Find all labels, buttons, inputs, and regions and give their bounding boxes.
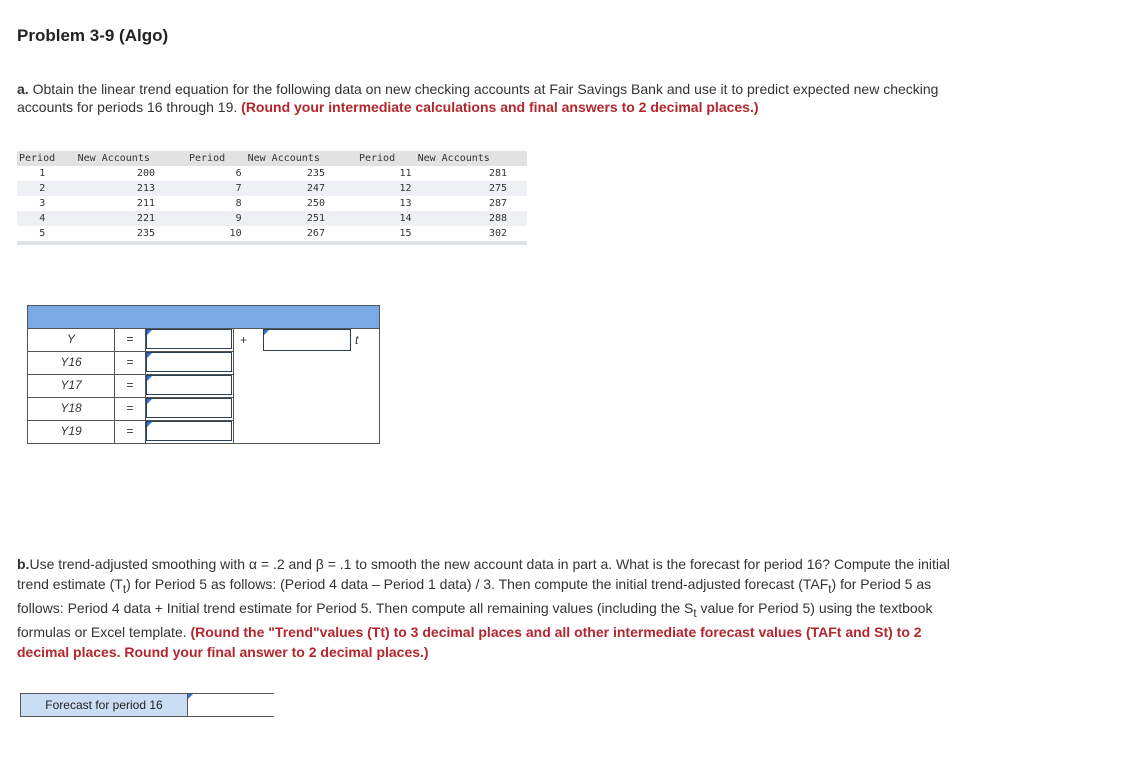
equals-sign: = [115, 397, 146, 420]
data-table-cell: 12 [357, 181, 416, 196]
answer-row-label: Y16 [28, 351, 115, 374]
part-b-text-3: ) for Period 5 as follows: Period 4 data + Initial trend estimate for Period 5. Then compute all remaining values (including the S [17, 575, 932, 616]
answer-row [28, 397, 234, 421]
data-table-cell: 211 [136, 198, 155, 209]
answer-row-label: Y18 [28, 397, 115, 420]
part-b-sub-3: t [693, 606, 697, 620]
data-table-cell: 275 [416, 181, 527, 196]
data-table-cell: 281 [488, 168, 507, 179]
data-table-cell: 235 [136, 228, 155, 239]
forecast-value-input[interactable] [146, 375, 232, 395]
header-new-accounts-3: New Accounts [416, 151, 527, 166]
problem-title: Problem 3-9 (Algo) [17, 26, 169, 45]
part-b-text-1: Use trend-adjusted smoothing with α = .2 and β = .1 to smooth the new account data in part a. What is the forecast for period 16? Compute the initial trend estimate (T [17, 556, 950, 592]
slope-input[interactable] [263, 329, 351, 351]
equals-sign: = [115, 420, 146, 443]
data-table-cell: 200 [136, 168, 155, 179]
intercept-input[interactable] [146, 329, 232, 349]
part-b-lead: b. [17, 556, 30, 572]
part-b-text-4: value for Period 5) using the textbook formulas or Excel template. [17, 599, 933, 641]
header-new-accounts-2: New Accounts [246, 151, 357, 166]
part-b-text-2: ) for Period 5 as follows: (Period 4 data – Period 1 data) / 3. Then compute the initial trend-adjusted forecast (TAF [126, 575, 829, 592]
data-table-cell: 247 [246, 181, 357, 196]
forecast-value-input[interactable] [146, 352, 232, 372]
forecast-input[interactable] [187, 694, 274, 716]
answer-row-label: Y [28, 328, 115, 351]
data-table-cell: 14 [357, 211, 416, 226]
data-table-row [17, 211, 527, 226]
answer-row [28, 328, 234, 352]
data-table-cell: 7 [187, 181, 246, 196]
equals-sign: = [115, 351, 146, 374]
data-table-row [17, 196, 527, 211]
part-b-sub-1: t [122, 582, 127, 596]
t-variable: t [355, 333, 359, 347]
grid-header-bar [28, 306, 379, 329]
data-table-cell: 267 [306, 228, 325, 239]
forecast-value-input[interactable] [146, 398, 232, 418]
answer-row [28, 420, 234, 443]
data-table-row [17, 226, 527, 243]
forecast-label: Forecast for period 16 [21, 694, 187, 716]
equals-sign: = [115, 328, 146, 351]
accounts-data-table [17, 151, 527, 245]
part-b-rounding-note: (Round the "Trend"values (Tt) to 3 decimal places and all other intermediate forecast values (TAFt and St) to 2 decimal places. Round your final answer to 2 decimal places.) [17, 624, 922, 660]
data-table-row [17, 181, 527, 196]
data-table-cell: 10 [229, 228, 242, 239]
data-table-cell: 13 [399, 198, 412, 209]
data-table-cell: 8 [235, 198, 242, 209]
data-table-cell: 2 [17, 181, 76, 196]
part-a-instructions [17, 80, 947, 116]
data-table-cell: 288 [416, 211, 527, 226]
answer-row [28, 351, 234, 375]
data-table-row [17, 166, 527, 181]
data-table-cell: 251 [246, 211, 357, 226]
header-period-3: Period [357, 151, 416, 166]
data-table-cell: 287 [488, 198, 507, 209]
data-table-cell: 213 [76, 181, 187, 196]
data-table-cell: 15 [399, 228, 412, 239]
trend-equation-answer-grid [27, 305, 380, 444]
data-table-cell: 250 [306, 198, 325, 209]
plus-sign: + [240, 333, 248, 347]
data-table-cell: 235 [306, 168, 325, 179]
data-table-cell: 6 [235, 168, 242, 179]
equals-sign: = [115, 374, 146, 397]
answer-row-label: Y17 [28, 374, 115, 397]
data-table-cell: 1 [39, 168, 46, 179]
data-table-cell: 221 [76, 211, 187, 226]
answer-row-label: Y19 [28, 420, 115, 443]
forecast-value-input[interactable] [146, 421, 232, 441]
part-a-text: Obtain the linear trend equation for the following data on new checking accounts at Fair Savings Bank and use it to predict expected new checking accounts for periods 16 through 19. [17, 81, 939, 115]
grid-divider [233, 328, 234, 444]
data-table-cell: 4 [17, 211, 76, 226]
data-table-cell: 5 [39, 228, 46, 239]
part-b-instructions [17, 555, 967, 662]
data-table-header-row [17, 151, 527, 166]
header-period-1: Period [17, 151, 76, 166]
data-table-cell: 3 [39, 198, 46, 209]
part-a-rounding-note: (Round your intermediate calculations and final answers to 2 decimal places.) [241, 99, 759, 115]
data-table-cell: 11 [399, 168, 412, 179]
answer-row [28, 374, 234, 398]
part-b-sub-2: t [828, 582, 832, 596]
data-table-cell: 302 [488, 228, 507, 239]
data-table-cell: 9 [187, 211, 246, 226]
header-period-2: Period [187, 151, 246, 166]
forecast-row [20, 693, 274, 717]
header-new-accounts-1: New Accounts [76, 151, 187, 166]
part-a-lead: a. [17, 81, 29, 97]
